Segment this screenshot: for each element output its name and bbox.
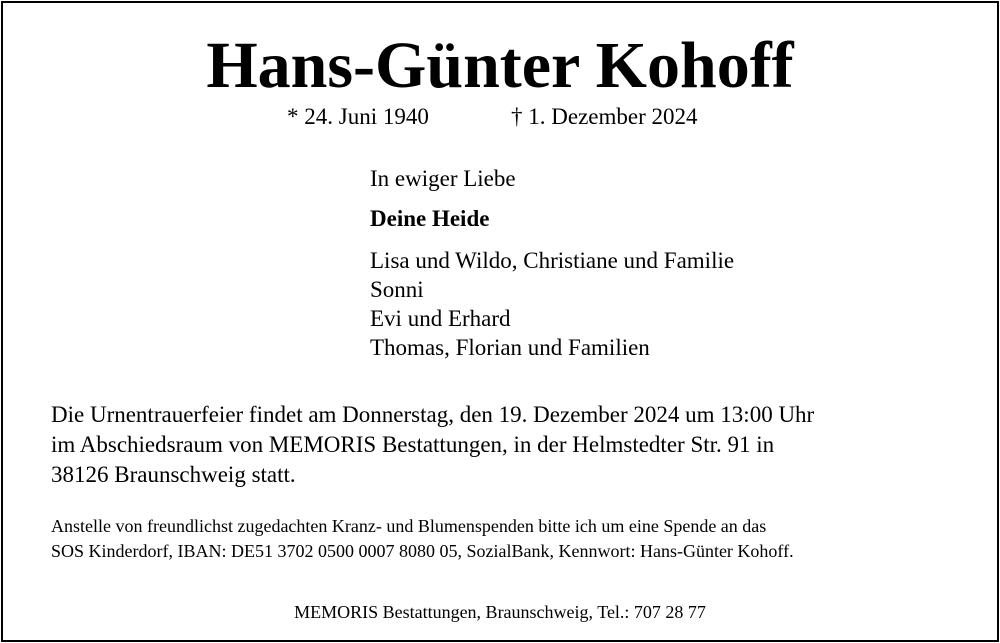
- family-line: Lisa und Wildo, Christiane und Familie: [370, 248, 735, 273]
- deceased-name: Hans-Günter Kohoff: [206, 29, 794, 102]
- ceremony-line: im Abschiedsraum von MEMORIS Bestattungen, in der Helmstedter Str. 91 in: [51, 432, 775, 457]
- family-list: [370, 246, 734, 362]
- signer-name: Deine Heide: [370, 206, 490, 231]
- family-line: Sonni: [370, 277, 424, 302]
- ceremony-line: 38126 Braunschweig statt.: [51, 462, 296, 487]
- donation-line: SOS Kinderdorf, IBAN: DE51 3702 0500 0007 8080 05, SozialBank, Kennwort: Hans-Günter Kohoff.: [51, 541, 794, 561]
- ceremony-line: Die Urnentrauerfeier findet am Donnerstag, den 19. Dezember 2024 um 13:00 Uhr: [51, 402, 815, 427]
- family-line: Evi und Erhard: [370, 306, 511, 331]
- donation-line: Anstelle von freundlichst zugedachten Kranz- und Blumenspenden bitte ich um eine Spende an das: [51, 516, 767, 536]
- ceremony-info: [51, 400, 814, 490]
- love-line: In ewiger Liebe: [370, 166, 516, 191]
- birth-date: * 24. Juni 1940: [287, 104, 429, 129]
- donation-request: [51, 514, 794, 564]
- death-date: † 1. Dezember 2024: [511, 104, 698, 129]
- family-line: Thomas, Florian und Familien: [370, 335, 650, 360]
- funeral-home-footer: MEMORIS Bestattungen, Braunschweig, Tel.: 707 28 77: [294, 602, 706, 622]
